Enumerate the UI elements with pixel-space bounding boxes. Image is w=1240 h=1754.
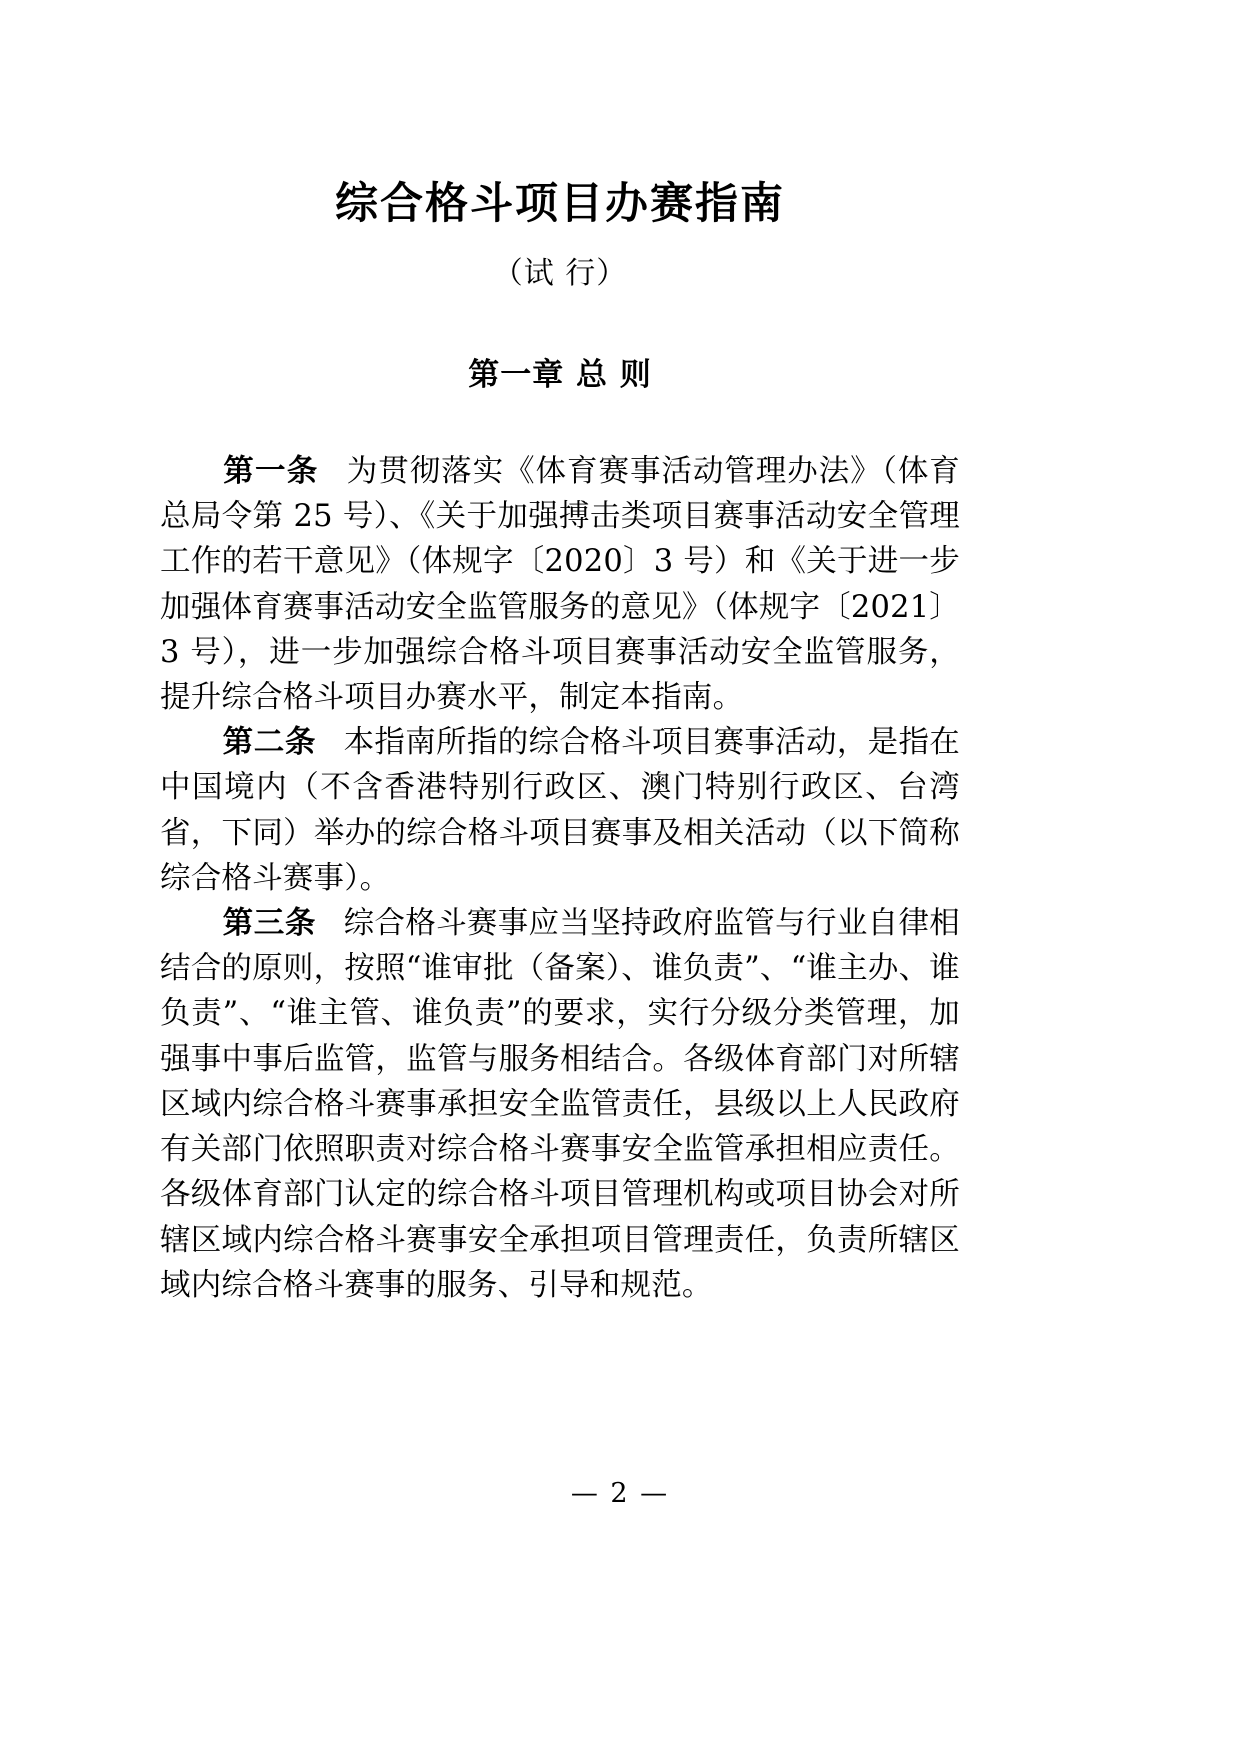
document-subtitle: （试 行） — [492, 255, 628, 291]
article-label: 第三条 — [222, 905, 317, 942]
chapter-heading: 第一章 总 则 — [468, 356, 652, 393]
article-paragraph — [160, 720, 960, 901]
article-body: 本指南所指的综合格斗项目赛事活动，是指在中国境内（不含香港特别行政区、澳门特别行政区、台湾省，下同）举办的综合格斗项目赛事及相关活动（以下简称综合格斗赛事）。 — [160, 725, 961, 896]
article-label: 第二条 — [222, 724, 317, 761]
page-number: — 2 — — [570, 1478, 670, 1509]
article-paragraph — [160, 901, 960, 1308]
article-paragraph — [160, 395, 960, 720]
page-content — [160, 0, 960, 1308]
article-body: 综合格斗赛事应当坚持政府监管与行业自律相结合的原则，按照“谁审批（备案）、谁负责”、“谁主办、谁负责”、“谁主管、谁负责”的要求，实行分级分类管理，加强事中事后监管，监管与服务相结合。各级体育部门对所辖区域内综合格斗赛事承担安全监管责任，县级以上人民政府有关部门依照职责对综合格斗赛事安全监管承担相应责任。各级体育部门认定的综合格斗项目管理机构或项目协会对所辖区域内综合格斗赛事安全承担项目管理责任，负责所辖区域内综合格斗赛事的服务、引导和规范。 — [160, 906, 961, 1303]
article-label: 第一条 — [222, 453, 319, 490]
article-body: 为贯彻落实《体育赛事活动管理办法》（体育总局令第 25 号）、《关于加强搏击类项目赛事活动安全管理工作的若干意见》（体规字〔2020〕3 号）和《关于进一步加强体育赛事活动安全监管服务的意见》（体规字〔2021〕3 号），进一步加强综合格斗项目赛事活动安全监管服务，提升综合格斗项目办赛水平，制定本指南。 — [160, 454, 961, 716]
document-title: 综合格斗项目办赛指南 — [335, 179, 785, 229]
